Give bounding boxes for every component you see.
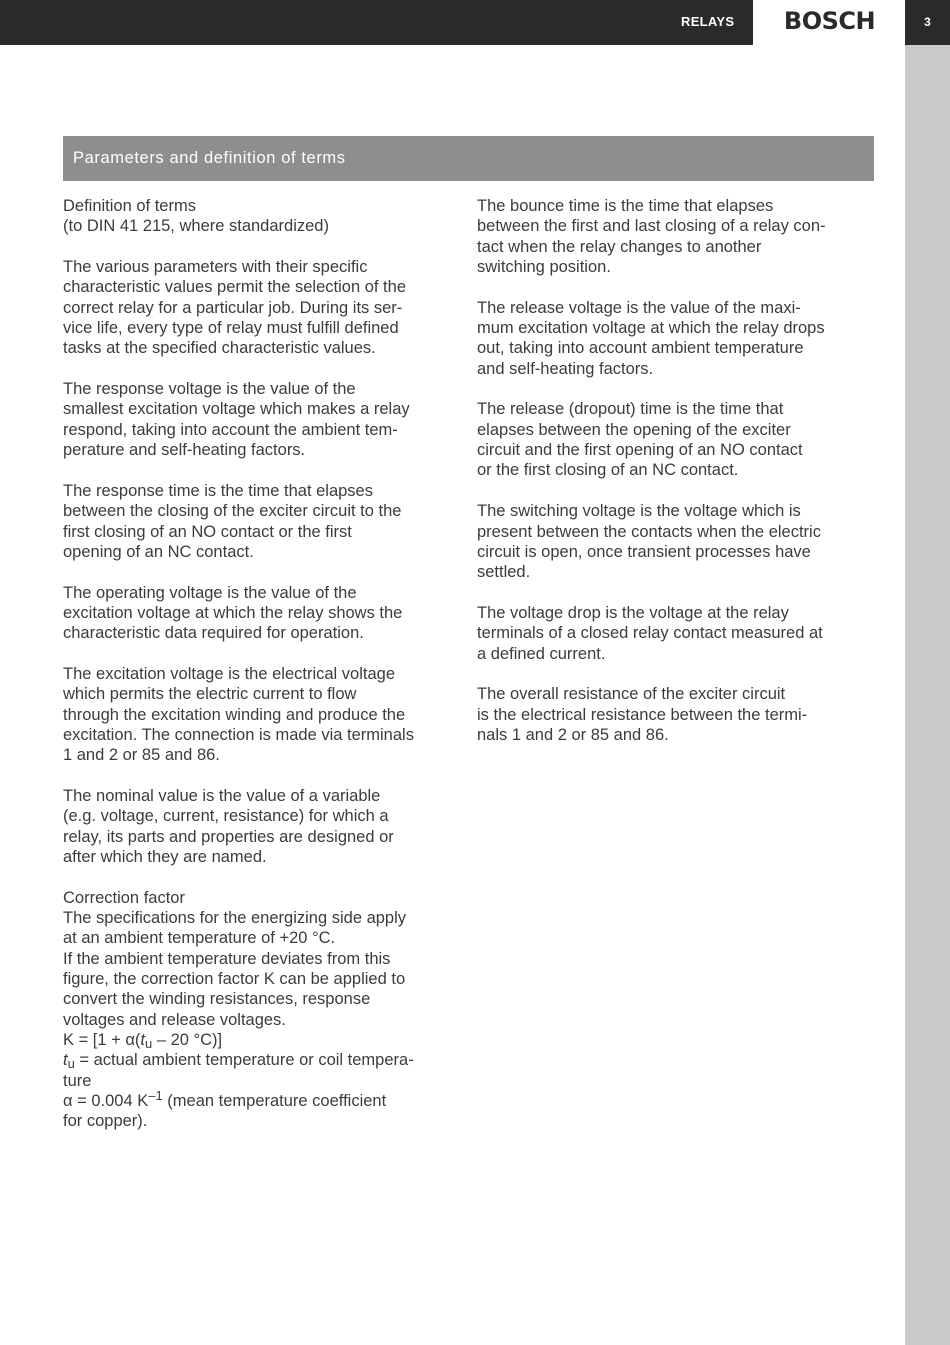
text-line: or the first closing of an NC contact. [477,461,739,480]
left-column [63,196,463,1152]
paragraph [63,196,463,237]
text-line: The operating voltage is the value of the [63,583,357,602]
text-line: figure, the correction factor K can be applied to [63,970,406,989]
text-line: The bounce time is the time that elapses [477,197,774,215]
text-line: vice life, every type of relay must fulfill defined [63,319,399,338]
text-line: and self-heating factors. [477,359,654,378]
text-line: The release voltage is the value of the maxi- [477,298,801,317]
text-line: The voltage drop is the voltage at the relay [477,603,789,622]
text-line: switching position. [477,258,611,277]
paragraph [477,603,877,664]
text-line: excitation. The connection is made via terminals [63,725,414,744]
brand-logo-text: BOSCH [783,7,876,35]
text-line: characteristic values permit the selection of the [63,278,406,297]
formula-k [63,1030,463,1050]
subheading: Correction factor [63,888,185,907]
text-line: settled. [477,563,531,582]
formula-alpha-exp: –1 [148,1088,163,1104]
paragraph [477,399,877,480]
formula-k-suffix: – 20 °C)] [152,1031,223,1050]
formula-u: u [67,1056,75,1072]
header-bar [0,0,905,45]
correction-factor-block [63,888,463,1132]
text-line: The excitation voltage is the electrical voltage [63,664,396,683]
paragraph [477,501,877,582]
formula-alpha-text: (mean temperature coefficient [162,1092,387,1111]
paragraph [63,664,463,766]
text-line: Definition of terms [63,197,196,215]
text-line: opening of an NC contact. [63,542,254,561]
text-line: If the ambient temperature deviates from this [63,949,391,968]
formula-t: t [63,1051,68,1070]
text-line: convert the winding resistances, response [63,990,371,1009]
section-label: RELAYS [681,14,735,29]
text-line: circuit is open, once transient processes have [477,542,811,561]
section-title: Parameters and definition of terms [73,149,346,167]
paragraph [477,684,877,745]
text-line: between the first and last closing of a relay con- [477,217,826,236]
paragraph [63,583,463,644]
text-line: which permits the electric current to flow [63,685,357,704]
page-sidebar [905,0,950,1345]
formula-u: u [145,1036,153,1052]
text-line: excitation voltage at which the relay shows the [63,603,403,622]
text-line: relay, its parts and properties are designed or [63,827,394,846]
text-line: tasks at the specified characteristic values. [63,339,376,358]
text-line: respond, taking into account the ambient tem- [63,420,398,439]
text-line: terminals of a closed relay contact measured at [477,624,823,643]
text-line: between the closing of the exciter circuit to the [63,502,402,521]
text-line: circuit and the first opening of an NO contact [477,441,803,460]
paragraph [63,379,463,460]
text-line: ture [63,1071,92,1090]
text-line: (to DIN 41 215, where standardized) [63,217,329,236]
text-line: elapses between the opening of the exciter [477,420,791,439]
text-line: first closing of an NO contact or the first [63,522,352,541]
formula-alpha [63,1088,463,1111]
text-line: voltages and release voltages. [63,1010,286,1029]
text-line: characteristic data required for operation. [63,624,364,643]
text-line: present between the contacts when the electric [477,522,821,541]
right-column [477,196,877,766]
text-line: 1 and 2 or 85 and 86. [63,746,220,765]
text-line: after which they are named. [63,848,267,866]
text-line: smallest excitation voltage which makes a relay [63,400,410,419]
text-line: The switching voltage is the voltage which is [477,502,801,521]
text-line: is the electrical resistance between the termi- [477,705,808,724]
text-line: at an ambient temperature of +20 °C. [63,929,336,948]
text-line: nals 1 and 2 or 85 and 86. [477,725,669,744]
paragraph [63,786,463,867]
text-line: (e.g. voltage, current, resistance) for which a [63,807,389,826]
section-header [63,136,874,181]
text-line: through the excitation winding and produce the [63,705,406,724]
text-line: The specifications for the energizing side apply [63,909,407,928]
formula-k-prefix: K = [1 + α( [63,1031,141,1050]
page-number: 3 [905,0,950,45]
text-line: for copper). [63,1112,148,1131]
text-line: The overall resistance of the exciter circuit [477,685,786,704]
text-line: tact when the relay changes to another [477,237,762,256]
text-line: The response voltage is the value of the [63,380,356,399]
text-line: out, taking into account ambient temperature [477,339,804,358]
formula-t: t [140,1031,146,1050]
formula-tu [63,1050,463,1070]
text-line: mum excitation voltage at which the relay drops [477,319,825,338]
formula-tu-text: = actual ambient temperature or coil tempera- [74,1051,414,1070]
text-line: correct relay for a particular job. During its ser- [63,298,403,317]
text-line: The response time is the time that elapses [63,481,373,500]
text-line: perature and self-heating factors. [63,441,306,460]
text-line: The various parameters with their specific [63,258,368,277]
paragraph [477,298,877,379]
text-line: a defined current. [477,644,606,663]
paragraph [63,481,463,562]
paragraph [63,257,463,359]
text-line: The release (dropout) time is the time that [477,400,784,419]
text-line: The nominal value is the value of a variable [63,786,381,805]
paragraph [477,196,877,277]
brand-logo [753,0,906,45]
formula-alpha-prefix: α = 0.004 K [63,1092,149,1111]
